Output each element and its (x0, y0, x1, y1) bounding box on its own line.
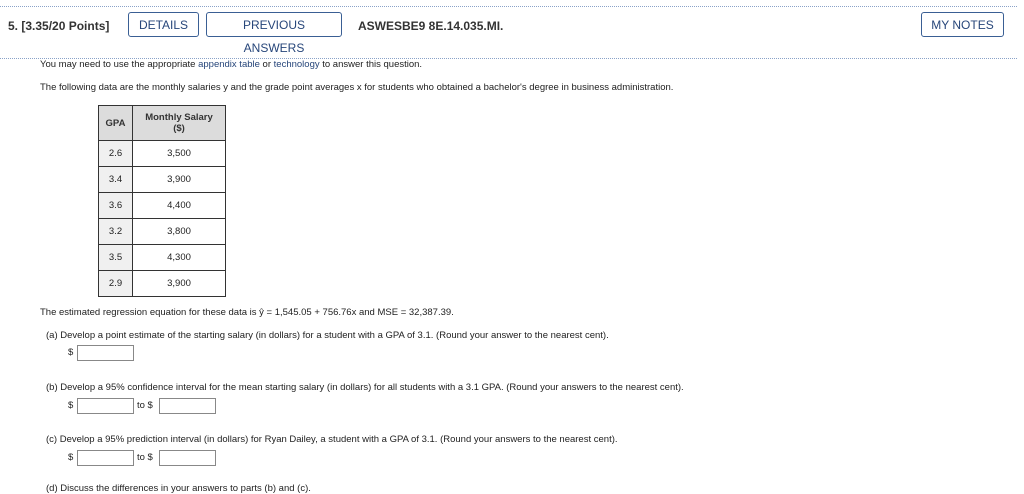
part-b-lower-input[interactable] (77, 398, 134, 414)
salary-cell: 4,300 (133, 245, 226, 271)
intro-line-2: The following data are the monthly salaries y and the grade point averages x for students who obtained a bachelor's degree in business administration. (40, 82, 674, 93)
table-row (99, 271, 226, 297)
to-label: to $ (137, 452, 153, 463)
details-button[interactable]: DETAILS (128, 12, 199, 37)
part-b-upper-input[interactable] (159, 398, 216, 414)
table-row (99, 167, 226, 193)
regression-equation: The estimated regression equation for these data is ŷ = 1,545.05 + 756.76x and MSE = 32,387.39. (40, 307, 454, 318)
gpa-cell: 3.5 (99, 245, 133, 271)
question-number: 5. [3.35/20 Points] (8, 19, 110, 33)
salary-header-line1: Monthly Salary (145, 112, 213, 123)
table-row (99, 245, 226, 271)
table-row (99, 219, 226, 245)
dollar-sign: $ (68, 400, 74, 411)
table-row (99, 141, 226, 167)
salary-cell: 4,400 (133, 193, 226, 219)
part-c-upper-input[interactable] (159, 450, 216, 466)
gpa-cell: 2.9 (99, 271, 133, 297)
intro-text-post: to answer this question. (319, 59, 423, 70)
part-a-input[interactable] (77, 345, 134, 361)
to-label: to $ (137, 400, 153, 411)
technology-link[interactable]: technology (273, 59, 320, 70)
part-d-prompt: (d) Discuss the differences in your answers to parts (b) and (c). (46, 483, 311, 494)
appendix-table-link[interactable]: appendix table (198, 59, 260, 70)
intro-text-pre: You may need to use the appropriate (40, 59, 199, 70)
intro-text-mid: or (259, 59, 274, 70)
part-a-prompt: (a) Develop a point estimate of the starting salary (in dollars) for a student with a GPA of 3.1. (Round your answer to the nearest cent). (46, 330, 609, 341)
salary-cell: 3,900 (133, 167, 226, 193)
my-notes-button[interactable]: MY NOTES (921, 12, 1004, 37)
part-b-prompt: (b) Develop a 95% confidence interval for the mean starting salary (in dollars) for all students with a 3.1 GPA. (Round your answers to the nearest cent). (46, 382, 684, 393)
gpa-cell: 3.2 (99, 219, 133, 245)
gpa-cell: 2.6 (99, 141, 133, 167)
gpa-header: GPA (99, 106, 133, 141)
previous-answers-button[interactable]: PREVIOUS ANSWERS (206, 12, 342, 37)
salary-header (133, 106, 226, 141)
part-c-prompt: (c) Develop a 95% prediction interval (in dollars) for Ryan Dailey, a student with a GPA of 3.1. (Round your answers to the nearest cent). (46, 434, 618, 445)
salary-header-line2: ($) (173, 123, 185, 134)
question-id: ASWESBE9 8E.14.035.MI. (358, 19, 504, 33)
dollar-sign: $ (68, 452, 74, 463)
gpa-cell: 3.6 (99, 193, 133, 219)
part-c-lower-input[interactable] (77, 450, 134, 466)
table-row (99, 193, 226, 219)
intro-line-1 (40, 59, 422, 70)
salary-cell: 3,800 (133, 219, 226, 245)
salary-cell: 3,900 (133, 271, 226, 297)
dollar-sign: $ (68, 347, 74, 358)
data-table (98, 105, 226, 297)
gpa-cell: 3.4 (99, 167, 133, 193)
salary-cell: 3,500 (133, 141, 226, 167)
